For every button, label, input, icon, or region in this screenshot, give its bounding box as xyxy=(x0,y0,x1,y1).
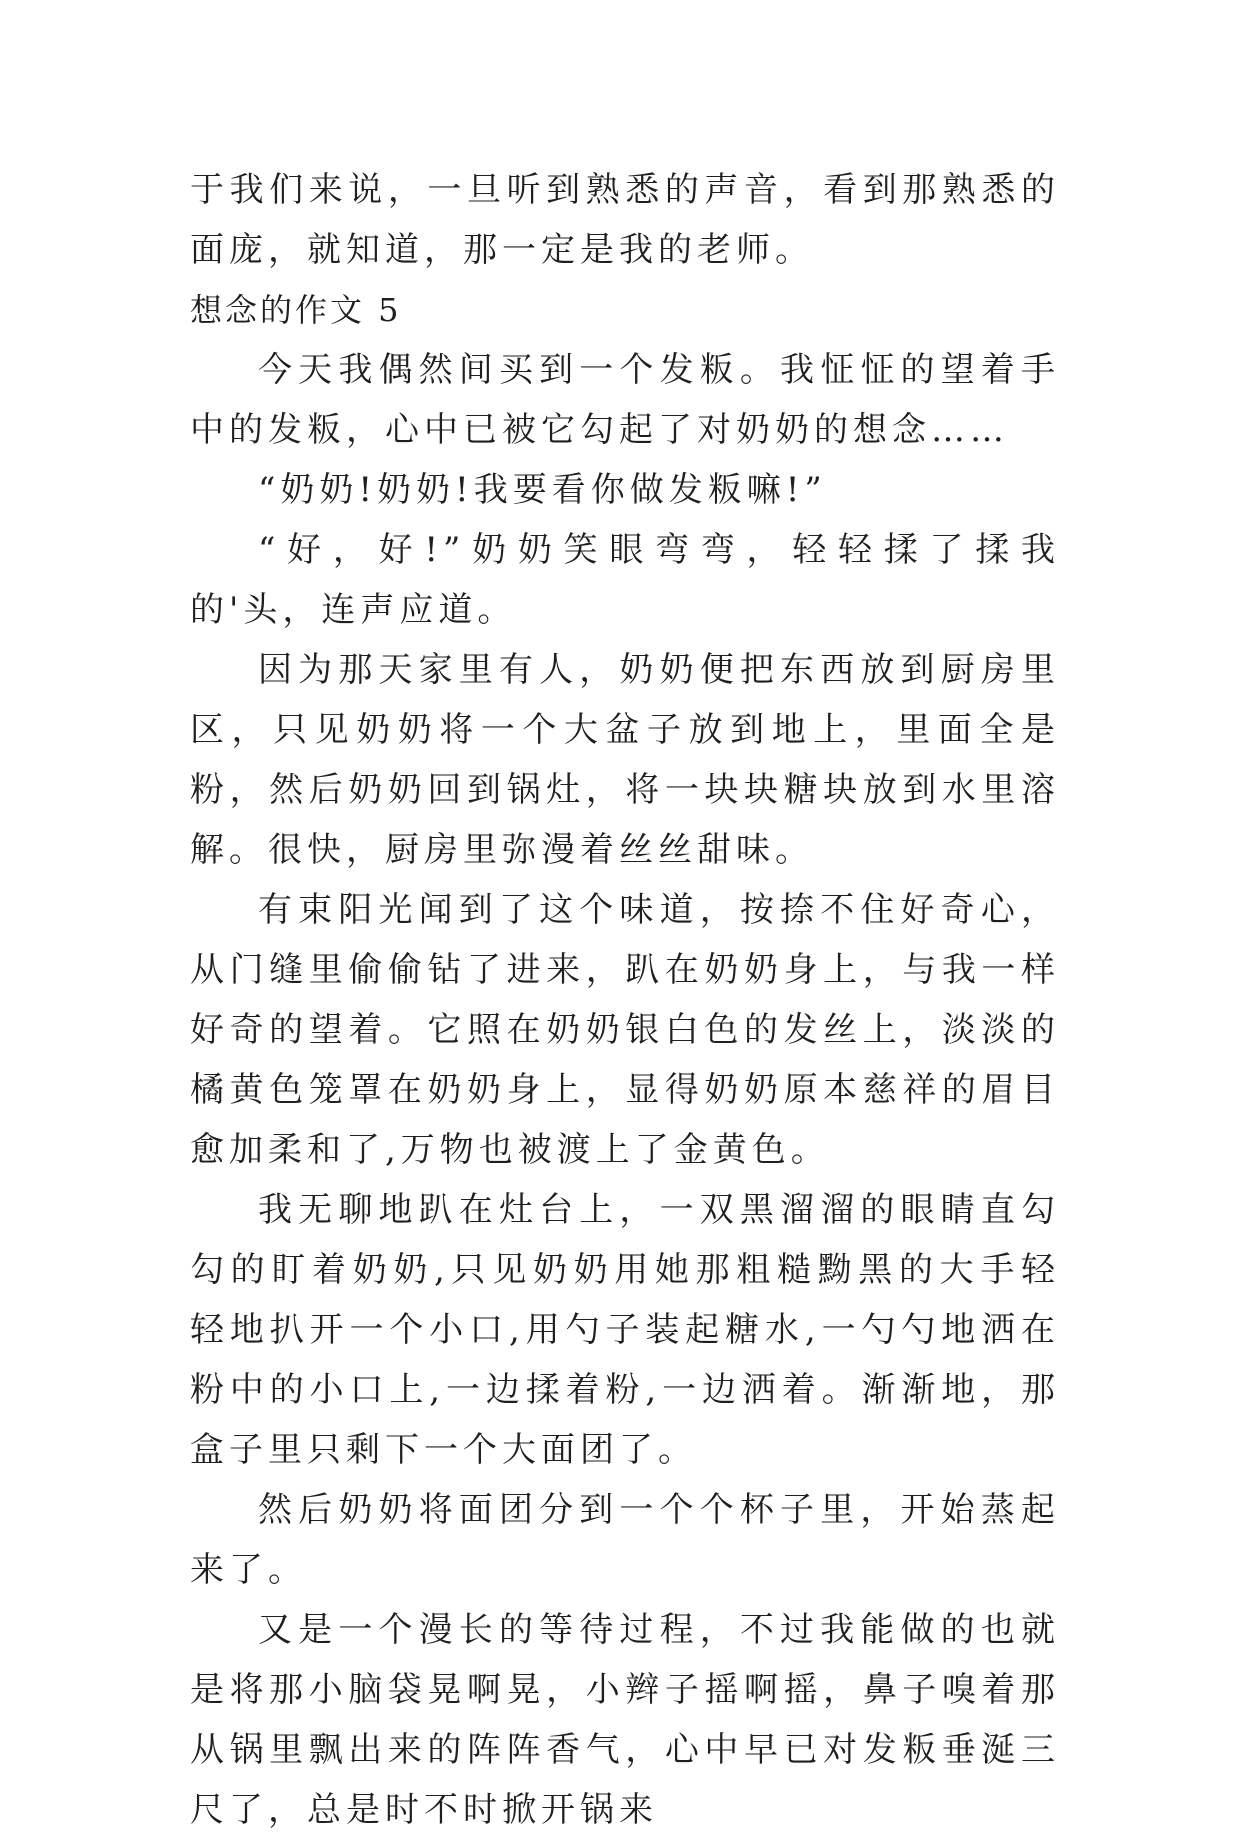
essay-heading: 想念的作文 5 xyxy=(190,291,402,329)
paragraph-4: “好，好!”奶奶笑眼弯弯，轻轻揉了揉我的'头，连声应道。 xyxy=(190,530,1060,630)
paragraph-7: 我无聊地趴在灶台上，一双黑溜溜的眼睛直勾勾的盯着奶奶,只见奶奶用她那粗糙黝黑的大手轻轻地扒开一个小口,用勺子装起糖水,一勺勺地洒在粉中的小口上,一边揉着粉,一边洒着。渐渐地，那盒子里只剩下一个大面团了。 xyxy=(190,1190,1060,1470)
paragraph-8: 然后奶奶将面团分到一个个杯子里，开始蒸起来了。 xyxy=(190,1490,1060,1590)
paragraph-6: 有束阳光闻到了这个味道，按捺不住好奇心，从门缝里偷偷钻了进来，趴在奶奶身上，与我一样好奇的望着。它照在奶奶银白色的发丝上，淡淡的橘黄色笼罩在奶奶身上，显得奶奶原本慈祥的眉目愈加柔和了,万物也被渡上了金黄色。 xyxy=(190,890,1060,1170)
paragraph-3: “奶奶!奶奶!我要看你做发粄嘛!” xyxy=(258,470,827,510)
paragraph-9: 又是一个漫长的等待过程，不过我能做的也就是将那小脑袋晃啊晃，小辫子摇啊摇，鼻子嗅着那从锅里飘出来的阵阵香气，心中早已对发粄垂涎三尺了，总是时不时掀开锅来 xyxy=(190,1610,1060,1830)
essay-body xyxy=(190,160,1060,1840)
paragraph-1: 于我们来说，一旦听到熟悉的声音，看到那熟悉的面庞，就知道，那一定是我的老师。 xyxy=(190,170,1060,270)
paragraph-5: 因为那天家里有人，奶奶便把东西放到厨房里区，只见奶奶将一个大盆子放到地上，里面全是粉，然后奶奶回到锅灶，将一块块糖块放到水里溶解。很快，厨房里弥漫着丝丝甜味。 xyxy=(190,650,1060,870)
paragraph-2: 今天我偶然间买到一个发粄。我怔怔的望着手中的发粄，心中已被它勾起了对奶奶的想念…… xyxy=(190,350,1060,450)
